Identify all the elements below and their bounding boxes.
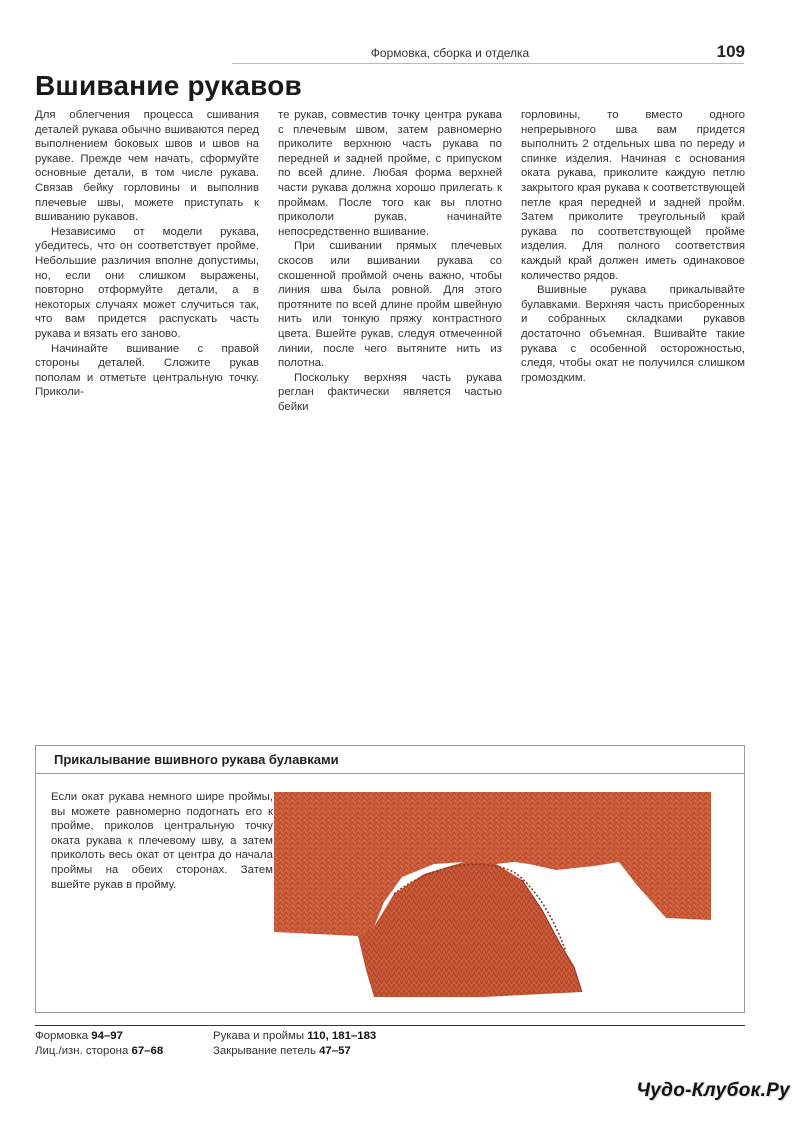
paragraph: Для облегчения процесса сшивания деталей рукава обычно вшиваются перед выполнением боковых швов и швов на рукаве. Прежде чем начать, сформуйте основные детали, в том числе рукава. Связав бейку горловины и выполнив плечевые швы, можете приступать к вшиванию рукавов. xyxy=(35,109,259,224)
sidebar-box xyxy=(35,745,745,1013)
cross-reference[interactable] xyxy=(213,1044,351,1059)
body-columns xyxy=(35,108,745,413)
knitted-sleeve-photo xyxy=(274,792,711,997)
paragraph: Начинайте вшивание с правой стороны деталей. Сложите рукав пополам и отметьте центральную точку. Приколи- xyxy=(35,342,259,399)
running-head: Формовка, сборка и отделка xyxy=(370,46,530,60)
sidebar-box-text: Если окат рукава немного шире проймы, вы можете равномерно подогнать его к пройме, приколов центральную точку оката рукава к плечевому шву, а затем приколоть весь окат от центра до начала проймы на обеих сторонах. Затем вшейте рукав в пройму. xyxy=(51,791,273,891)
column-3 xyxy=(521,108,745,385)
cross-reference[interactable] xyxy=(35,1029,123,1044)
cross-reference-pages: 47–57 xyxy=(319,1045,351,1057)
cross-reference-pages: 94–97 xyxy=(91,1030,123,1042)
cross-reference-label: Закрывание петель xyxy=(213,1045,316,1057)
section-title: Вшивание рукавов xyxy=(35,70,302,101)
cross-reference-label: Формовка xyxy=(35,1030,89,1042)
paragraph: Поскольку верхняя часть рукава реглан фактически является частью бейки xyxy=(278,371,502,413)
header-rule xyxy=(232,63,744,64)
paragraph: При сшивании прямых плечевых скосов или вшивании рукава со скошенной проймой очень важно, чтобы линия шва была ровной. Для этого протяните по всей длине пройм швейную нить или тонкую пряжу контрастного цвета. Вшейте рукав, следуя отмеченной линии, после чего вытяните нить из полотна. xyxy=(278,240,502,370)
paragraph: Независимо от модели рукава, убедитесь, что он соответствует пройме. Небольшие различия вполне допустимы, но, если они слишком выражены, повторно отформуйте детали, а в некоторых случаях может случиться так, что вам придется распускать часть рукава и вязать его заново. xyxy=(35,225,259,340)
cross-reference[interactable] xyxy=(213,1029,376,1044)
cross-reference[interactable] xyxy=(35,1044,163,1059)
cross-reference-pages: 67–68 xyxy=(131,1045,164,1057)
cross-reference-label: Рукава и проймы xyxy=(213,1030,305,1042)
page-number: 109 xyxy=(716,42,745,61)
cross-reference-label: Лиц./изн. сторона xyxy=(35,1045,129,1057)
footer-rule xyxy=(35,1025,745,1026)
sidebar-box-title: Прикалывание вшивного рукава булавками xyxy=(36,746,744,774)
paragraph: те рукав, совместив точку центра рукава с плечевым швом, затем равномерно приколите верхнюю часть рукава по передней и задней пройме, с припуском по всей длине. Любая форма верхней части рукава должна хорошо прилегать к проймам. После того как вы плотно прикололи рукав, начинайте непосредственно вшивание. xyxy=(278,109,502,238)
cross-reference-pages: 110, 181–183 xyxy=(307,1030,377,1042)
paragraph: Вшивные рукава прикалывайте булавками. Верхняя часть присборенных и собранных складками рукавов достаточно объемная. Вшивайте такие рукава с особенной осторожностью, следя, чтобы окат не получился слишком громоздким. xyxy=(521,284,745,384)
column-2 xyxy=(278,108,502,414)
paragraph: горловины, то вместо одного непрерывного шва вам придется выполнить 2 отдельных шва по переду и спинке изделия. Начиная с основания оката рукава, приколите каждую петлю закрытого края рукава к соответствующей петле края передней и задней пройм. Затем приколите треугольный край рукава по соответствующей пройме изделия. Для полного соответствия каждый край должен иметь одинаковое количество рядов. xyxy=(521,109,745,282)
site-watermark: Чудо-Клубок.Ру xyxy=(636,1080,790,1101)
column-1 xyxy=(35,108,259,400)
